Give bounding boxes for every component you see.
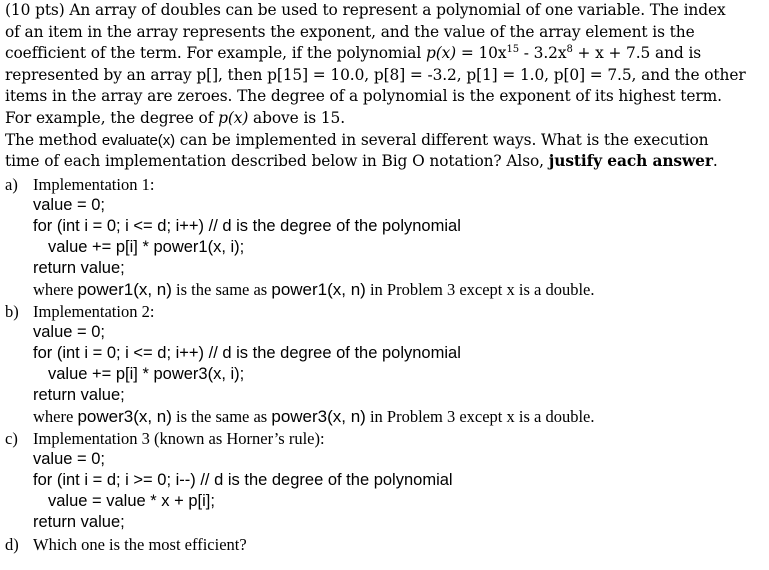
intro-text-5: items in the array are zeroes. The degree of a polynomial is the exponent of its highest term.	[5, 87, 722, 106]
item-b-note-c: in Problem 3 except x is a double.	[365, 406, 595, 426]
intro-text-6a: For example, the degree of	[5, 108, 219, 127]
intro-text-8a: time of each implementation described below in Big O notation? Also,	[5, 152, 549, 171]
item-a-code-2: for (int i = 0; i <= d; i++) // d is the degree of the polynomial	[33, 216, 461, 235]
intro-text-7b: can be implemented in several different ways. What is the execution	[175, 130, 709, 149]
item-b-note	[5, 406, 765, 427]
item-a-note	[5, 279, 765, 300]
item-a-note-code-2: power1(x, n)	[271, 279, 366, 299]
intro-text-2: of an item in the array represents the exponent, and the value of the array element is the	[5, 22, 695, 41]
intro-line-7	[5, 130, 765, 152]
item-b-heading	[5, 301, 765, 322]
justify-emphasis: justify each answer	[548, 152, 713, 171]
intro-line-6	[5, 108, 765, 130]
item-a-note-code: power1(x, n)	[77, 279, 172, 299]
item-a-code-1: value = 0;	[33, 195, 106, 214]
polynomial-symbol-2: p(x)	[218, 108, 249, 127]
item-c-title: Implementation 3 (known as Horner’s rule):	[33, 428, 325, 448]
intro-line-2	[5, 22, 765, 44]
item-b-note-a: where	[33, 406, 78, 426]
item-b-title: Implementation 2:	[33, 301, 155, 321]
item-b-note-code-2: power3(x, n)	[271, 406, 366, 426]
item-a-code-4: return value;	[33, 258, 125, 277]
item-b-marker: b)	[5, 301, 19, 321]
item-c-code-4: return value;	[33, 512, 125, 531]
item-c-code-1: value = 0;	[33, 449, 106, 468]
item-d-marker: d)	[5, 534, 19, 554]
intro-line-1	[5, 0, 765, 22]
item-a	[5, 174, 765, 300]
item-b-note-code: power3(x, n)	[77, 406, 172, 426]
item-b-code-1: value = 0;	[33, 322, 106, 341]
item-b-code-2: for (int i = 0; i <= d; i++) // d is the degree of the polynomial	[33, 343, 461, 362]
item-b	[5, 301, 765, 427]
intro-text-8b: .	[712, 152, 718, 171]
intro-text-3a: coefficient of the term. For example, if the polynomial	[5, 44, 426, 63]
intro-text-3c: - 3.2x	[518, 44, 567, 63]
exponent-15: 15	[506, 44, 519, 56]
item-c	[5, 428, 765, 533]
item-a-marker: a)	[5, 174, 18, 194]
item-a-note-a: where	[33, 279, 78, 299]
problem-document	[5, 0, 765, 555]
polynomial-symbol: p(x)	[425, 44, 457, 63]
intro-text-4: represented by an array p[], then p[15] = 10.0, p[8] = -3.2, p[1] = 1.0, p[0] = 7.5, and the other	[5, 65, 746, 84]
item-a-note-c: in Problem 3 except x is a double.	[365, 279, 595, 299]
item-c-code-2: for (int i = d; i >= 0; i--) // d is the degree of the polynomial	[33, 470, 453, 489]
intro-text-3d: + x + 7.5 and is	[572, 44, 702, 63]
item-b-code-4: return value;	[33, 385, 125, 404]
item-b-code-3: value += p[i] * power3(x, i);	[48, 364, 245, 383]
intro-line-3	[5, 43, 765, 65]
intro-text-6b: above is 15.	[248, 108, 346, 127]
item-a-heading	[5, 174, 765, 195]
item-c-heading	[5, 428, 765, 449]
item-d	[5, 534, 765, 555]
intro-line-4	[5, 65, 765, 87]
item-c-code-3: value = value * x + p[i];	[48, 491, 215, 510]
problem-intro	[5, 0, 765, 173]
item-c-marker: c)	[5, 428, 18, 448]
item-b-note-b: is the same as	[171, 406, 272, 426]
evaluate-method-name: evaluate(x)	[101, 131, 175, 149]
item-a-note-b: is the same as	[171, 279, 272, 299]
item-a-title: Implementation 1:	[33, 174, 155, 194]
intro-text-1: (10 pts) An array of doubles can be used to represent a polynomial of one variable. The index	[5, 1, 726, 19]
item-a-code-3: value += p[i] * power1(x, i);	[48, 237, 245, 256]
exponent-8: 8	[566, 44, 573, 56]
intro-line-8	[5, 151, 765, 173]
item-d-title: Which one is the most efficient?	[33, 534, 247, 554]
intro-line-5	[5, 86, 765, 108]
item-d-heading	[5, 534, 765, 555]
intro-text-7a: The method	[5, 130, 102, 149]
intro-text-3b: = 10x	[456, 44, 507, 63]
